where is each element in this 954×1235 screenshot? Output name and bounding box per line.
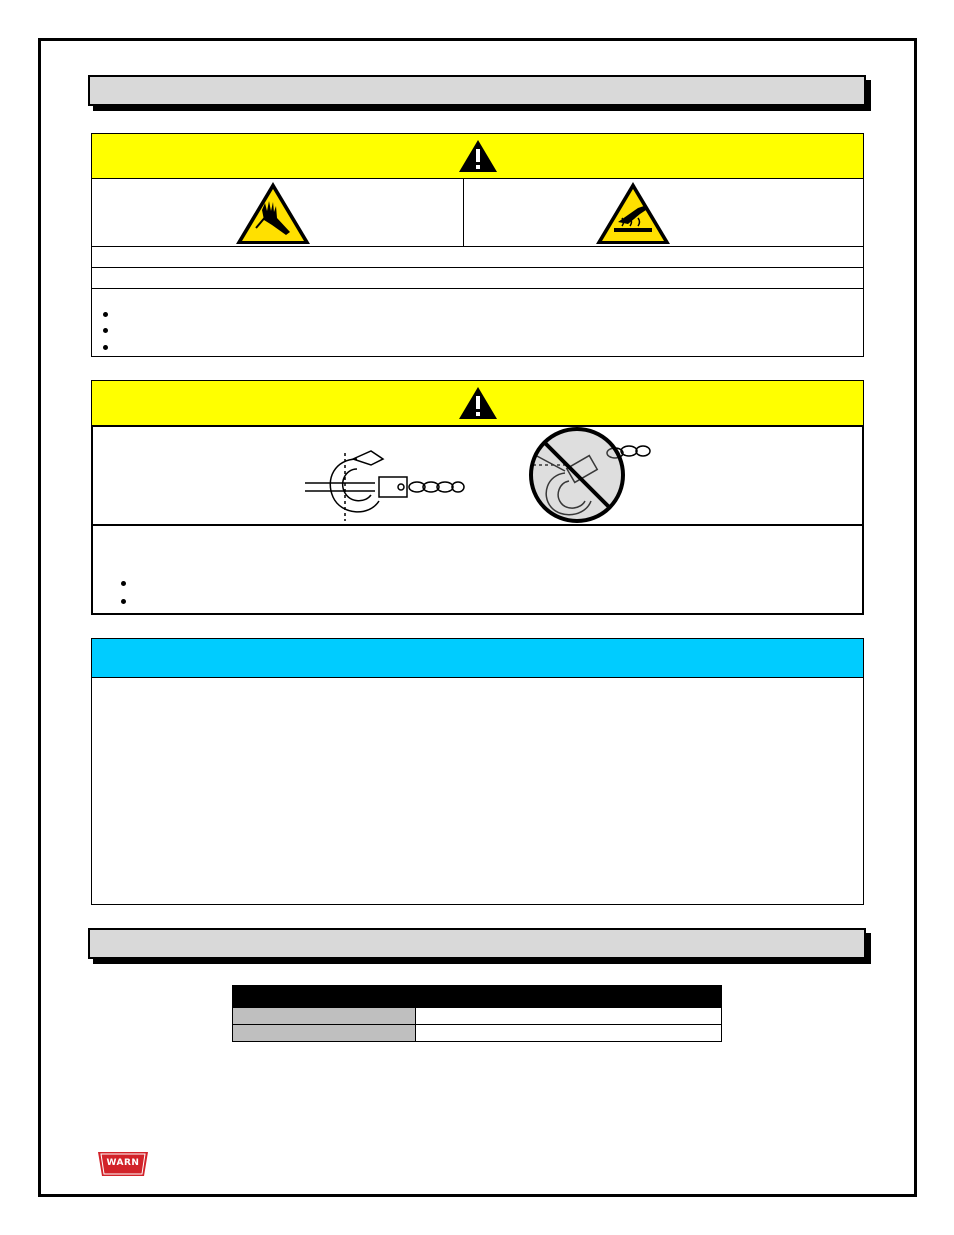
hand-cut-hazard-icon [234, 180, 312, 246]
warn-logo [98, 1150, 148, 1178]
spec-table-header [232, 985, 722, 1008]
spec-table-value-cell [415, 1007, 722, 1025]
hook-prohibited-icon [525, 423, 665, 523]
hook-illustration-panel [91, 425, 864, 526]
hazard-icon-cell-right [463, 178, 864, 247]
bullet-point [121, 581, 126, 586]
spec-table-label-cell [232, 1024, 416, 1042]
hazard-icon-cell-left [91, 178, 464, 247]
warning-triangle-icon [458, 139, 498, 173]
caution-bullet-list-2 [91, 524, 864, 615]
section-header-bar-top [88, 75, 866, 106]
hot-surface-hazard-icon [594, 180, 672, 246]
caution-banner-2 [91, 380, 864, 427]
notice-banner [91, 638, 864, 678]
bullet-point [103, 345, 108, 350]
caution-banner-1 [91, 133, 864, 179]
warning-triangle-icon [458, 386, 498, 420]
caution-row-1 [91, 246, 864, 268]
hook-latched-correct-icon [305, 429, 465, 524]
notice-body [91, 677, 864, 905]
spec-table-label-cell [232, 1007, 416, 1025]
bullet-point [103, 328, 108, 333]
section-header-bar-bottom [88, 928, 866, 959]
caution-bullet-list-1 [91, 288, 864, 357]
bullet-point [103, 312, 108, 317]
caution-row-2 [91, 267, 864, 289]
warn-logo-text: WARN [106, 1158, 140, 1168]
spec-table-value-cell [415, 1024, 722, 1042]
bullet-point [121, 599, 126, 604]
